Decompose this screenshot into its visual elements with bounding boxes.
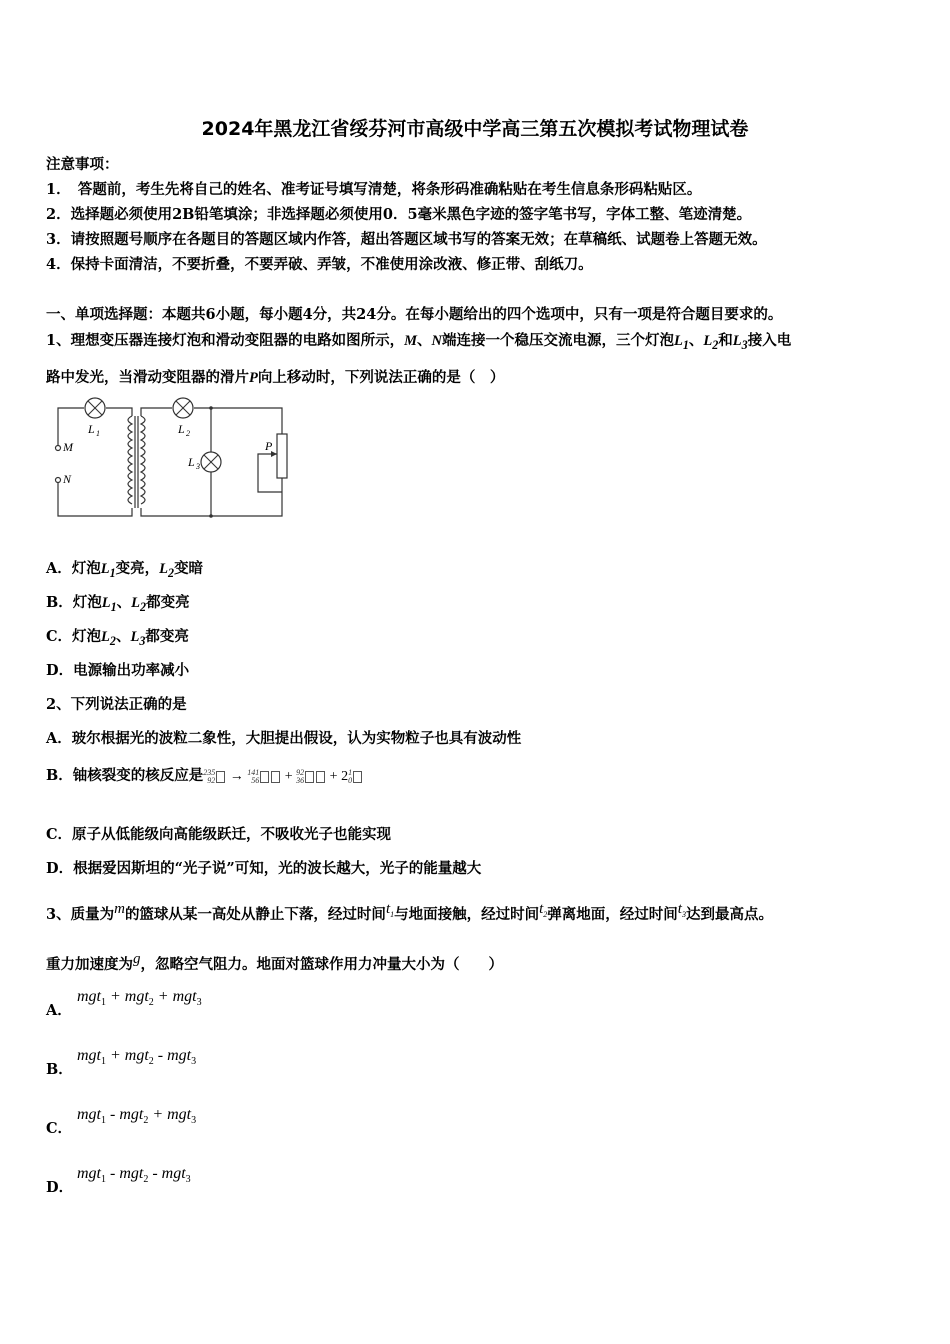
q2-option-d: D．根据爱因斯坦的“光子说”可知，光的波长越大，光子的能量越大 <box>46 860 482 877</box>
nuclear-equation: 235 92 → 141 56 + 92 36 + 21 0 <box>203 769 363 784</box>
q1-var-P: P <box>249 370 258 386</box>
q3-option-d-label: D． <box>46 1179 74 1196</box>
q1-text-c: 接入电 <box>747 332 792 349</box>
q1-option-a: A．灯泡$L_1$变亮，$L_2$变暗 <box>46 560 204 580</box>
q1-circuit-diagram <box>44 396 294 524</box>
q1-var-N: N <box>431 333 442 349</box>
q3-stem-line1: 3、质量为m的篮球从某一高处从静止下落，经过时间$t_1$与地面接触，经过时间$t_2$弹离地面，经过时间$t_3$达到最高点。 <box>46 901 773 923</box>
q3-option-d-formula: mgt$_1$ - mgt$_2$ - mgt$_3$ <box>77 1165 191 1186</box>
q3-option-c-formula: mgt$_1$ - mgt$_2$ + mgt$_3$ <box>77 1106 197 1127</box>
q1-and: 和 <box>718 332 733 349</box>
q1-text-a: 1、理想变压器连接灯泡和滑动变阻器的电路如图所示， <box>46 332 405 349</box>
q1-stem-line2 <box>46 366 504 387</box>
notice-item-1: 1． 答题前，考生先将自己的姓名、准考证号填写清楚，将条形码准确粘贴在考生信息条形码粘贴区。 <box>46 181 702 198</box>
q1-sep: 、 <box>417 332 432 349</box>
label-L1: L <box>88 422 95 436</box>
notice-heading: 注意事项： <box>46 156 119 173</box>
q3-option-b-label: B． <box>46 1061 73 1078</box>
label-P: P <box>265 439 273 453</box>
notice-item-3: 3．请按照题号顺序在各题目的答题区域内作答，超出答题区域书写的答案无效；在草稿纸、试题卷上答题无效。 <box>46 231 767 248</box>
q2-option-a: A．玻尔根据光的波粒二象性，大胆提出假设，认为实物粒子也具有波动性 <box>46 730 522 747</box>
q1-var-L1: $L_1$ <box>673 333 689 352</box>
page-title: 2024年黑龙江省绥芬河市高级中学高三第五次模拟考试物理试卷 <box>201 118 749 140</box>
q1-option-d: D．电源输出功率减小 <box>46 662 190 679</box>
q1-text-b: 端连接一个稳压交流电源，三个灯泡 <box>441 332 674 349</box>
q3-option-c-label: C． <box>46 1120 73 1137</box>
label-L2: L <box>178 422 185 436</box>
notice-item-4: 4．保持卡面清洁，不要折叠，不要弄破、弄皱，不准使用涂改液、修正带、刮纸刀。 <box>46 256 593 273</box>
q1-text-d: 路中发光，当滑动变阻器的滑片 <box>46 369 249 386</box>
q1-var-L2: $L_2$ <box>703 333 719 352</box>
label-L3: L <box>188 455 195 469</box>
q1-var-L3: $L_3$ <box>732 333 748 352</box>
q2-option-c: C．原子从低能级向高能级跃迁，不吸收光子也能实现 <box>46 826 392 843</box>
q2-stem: 2、下列说法正确的是 <box>46 696 187 713</box>
q1-var-M: M <box>404 333 417 349</box>
label-N: N <box>63 472 72 486</box>
q1-sep2: 、 <box>688 332 704 349</box>
q3-option-b-formula: mgt$_1$ + mgt$_2$ - mgt$_3$ <box>77 1047 197 1068</box>
q1-option-c: C．灯泡$L_2$、$L_3$都变亮 <box>46 628 189 648</box>
section-heading: 一、单项选择题：本题共6小题，每小题4分，共24分。在每小题给出的四个选项中，只有一项是符合题目要求的。 <box>46 306 783 323</box>
label-L1-sub: 1 <box>96 429 100 438</box>
label-M: M <box>63 440 73 454</box>
q1-option-b: B．灯泡$L_1$、$L_2$都变亮 <box>46 594 190 614</box>
q1-text-e: 向上移动时，下列说法正确的是（ ） <box>257 369 505 386</box>
q2-option-b: B．铀核裂变的核反应是235 92 → 141 56 + 92 36 + 21 0 <box>46 764 363 785</box>
notice-item-2: 2．选择题必须使用2B铅笔填涂；非选择题必须使用0．5毫米黑色字迹的签字笔书写，字体工整、笔迹清楚。 <box>46 206 752 223</box>
q3-option-a-label: A． <box>46 1002 72 1019</box>
label-L3-sub: 3 <box>196 462 200 471</box>
q3-stem-line2: 重力加速度为g，忽略空气阻力。地面对篮球作用力冲量大小为（ ） <box>46 951 503 973</box>
q3-option-a-formula: mgt$_1$ + mgt$_2$ + mgt$_3$ <box>77 988 202 1009</box>
label-L2-sub: 2 <box>186 429 190 438</box>
q1-stem-line1 <box>46 329 791 353</box>
